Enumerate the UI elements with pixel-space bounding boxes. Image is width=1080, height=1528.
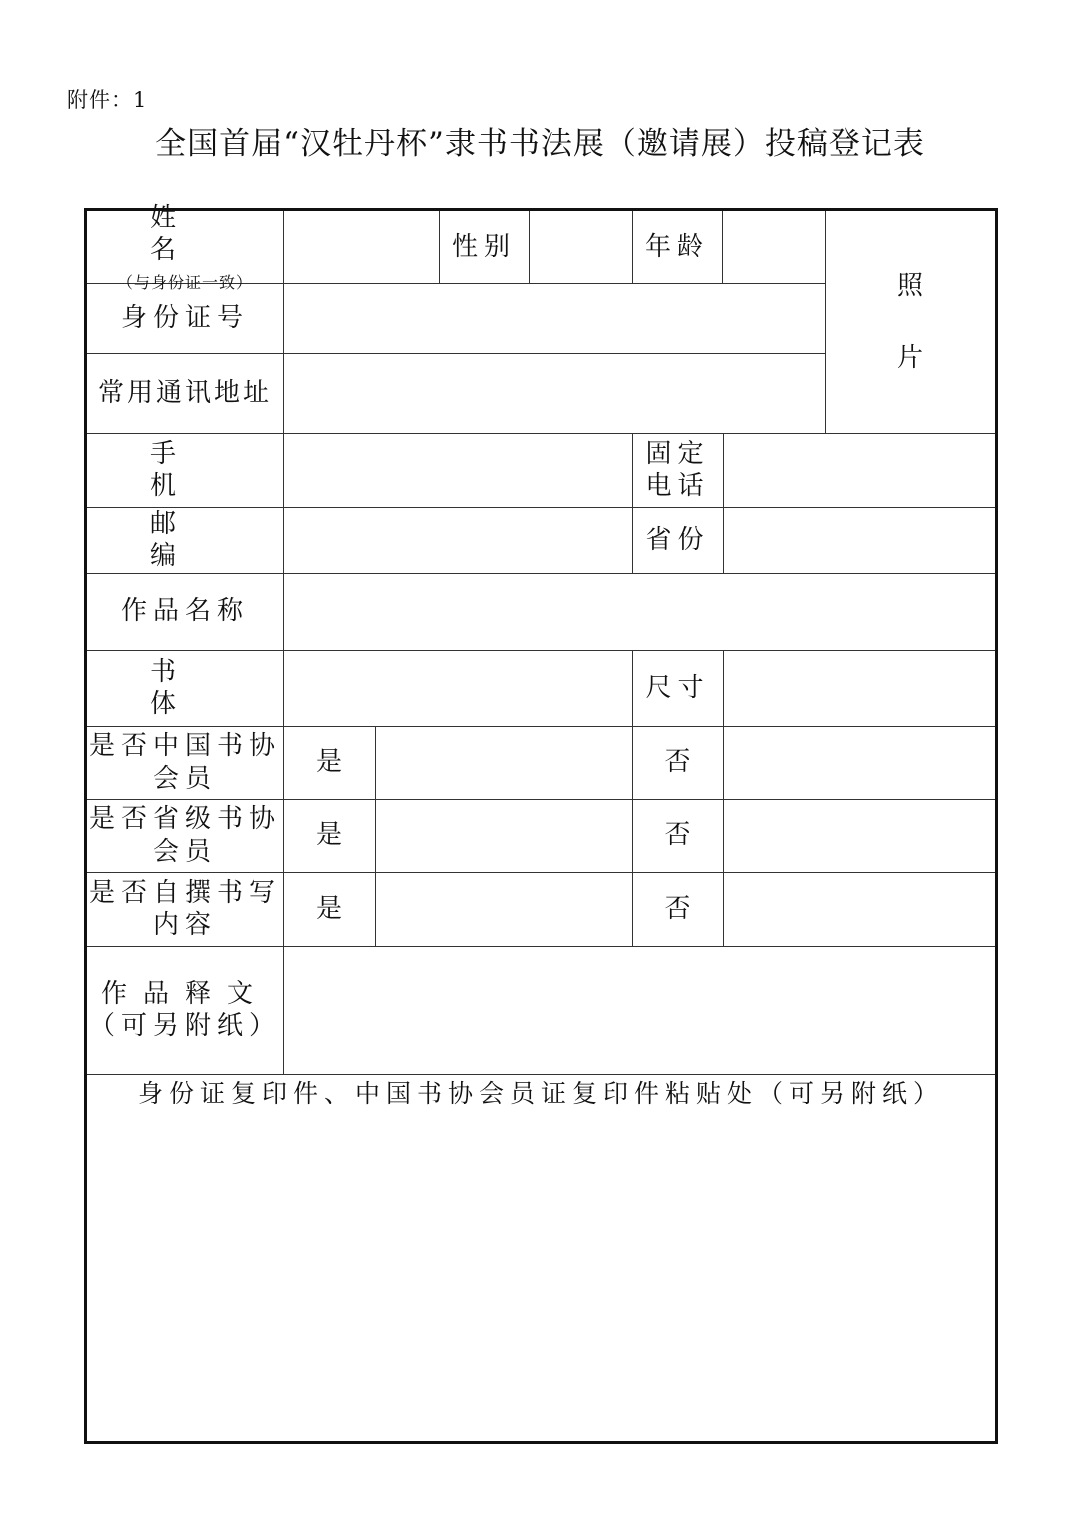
size-label: 尺寸 [645, 672, 710, 703]
photo-label-1: 照 [896, 270, 923, 301]
self-composed-label-1: 是否自撰书写 [88, 877, 281, 908]
photo-box[interactable] [825, 211, 995, 433]
script-style-input-cell[interactable] [283, 650, 632, 726]
cca-member-yes-cell[interactable] [375, 726, 632, 799]
mobile-label: 手 机 [149, 438, 291, 501]
cca-member-label-2: 会员 [152, 763, 217, 794]
name-input-cell[interactable] [283, 211, 439, 283]
landline-label-2: 电话 [645, 471, 710, 501]
form-title: 全国首届“汉牡丹杯”隶书书法展（邀请展）投稿登记表 [155, 126, 925, 162]
cca-member-label-1: 是否中国书协 [88, 731, 281, 761]
age-input-cell[interactable] [722, 211, 825, 283]
provincial-member-yes-cell[interactable] [375, 799, 632, 872]
provincial-member-yes-label: 是 [315, 820, 342, 851]
self-composed-label-2: 内容 [152, 910, 217, 940]
id-number-label: 身份证号 [120, 302, 249, 333]
work-title-label: 作品名称 [120, 596, 249, 627]
transcription-label-2: （可另附纸） [88, 1011, 281, 1041]
transcription-label-cell [87, 946, 283, 1074]
provincial-member-no-label: 否 [664, 820, 691, 851]
name-label-cell [87, 202, 291, 292]
work-title-input-cell[interactable] [283, 573, 995, 650]
self-composed-no-cell[interactable] [723, 872, 995, 946]
landline-input-cell[interactable] [723, 433, 995, 507]
address-label: 常用通讯地址 [97, 377, 272, 408]
size-input-cell[interactable] [723, 650, 995, 726]
photo-label-2: 片 [896, 343, 923, 373]
provincial-member-label-cell [87, 799, 283, 872]
postcode-input-cell[interactable] [283, 507, 632, 573]
self-composed-yes-cell[interactable] [375, 872, 632, 946]
attachment-label: 附件：1 [67, 88, 148, 112]
age-label: 年龄 [644, 231, 709, 262]
gender-label: 性别 [451, 231, 516, 262]
cca-member-yes-label: 是 [315, 747, 342, 778]
transcription-input-cell[interactable] [283, 946, 995, 1074]
provincial-member-no-cell[interactable] [723, 799, 995, 872]
paste-area-label: 身份证复印件、中国书协会员证复印件粘贴处（可另附纸） [137, 1079, 944, 1108]
cca-member-no-cell[interactable] [723, 726, 995, 799]
postcode-label: 邮 编 [149, 508, 291, 571]
id-copy-paste-area[interactable] [87, 1074, 995, 1441]
registration-form-table [84, 202, 998, 1444]
address-input-cell[interactable] [283, 353, 825, 433]
landline-label-1: 固定 [645, 438, 710, 469]
provincial-member-label-1: 是否省级书协 [88, 804, 281, 834]
cca-member-no-label: 否 [664, 747, 691, 778]
self-composed-no-label: 否 [664, 893, 691, 924]
self-composed-label-cell [87, 872, 283, 946]
gender-input-cell[interactable] [529, 211, 632, 283]
landline-label-cell [632, 433, 723, 507]
provincial-member-label-2: 会员 [152, 836, 217, 867]
mobile-input-cell[interactable] [283, 433, 632, 507]
province-label: 省份 [645, 524, 710, 555]
name-label: 姓 名 [149, 202, 291, 265]
self-composed-yes-label: 是 [315, 893, 342, 924]
script-style-label: 书 体 [149, 656, 291, 719]
transcription-label-1: 作品释文 [100, 978, 269, 1009]
cca-member-label-cell [87, 726, 283, 799]
province-input-cell[interactable] [723, 507, 995, 573]
name-note: （与身份证一致） [116, 272, 253, 292]
id-number-input-cell[interactable] [283, 283, 825, 353]
